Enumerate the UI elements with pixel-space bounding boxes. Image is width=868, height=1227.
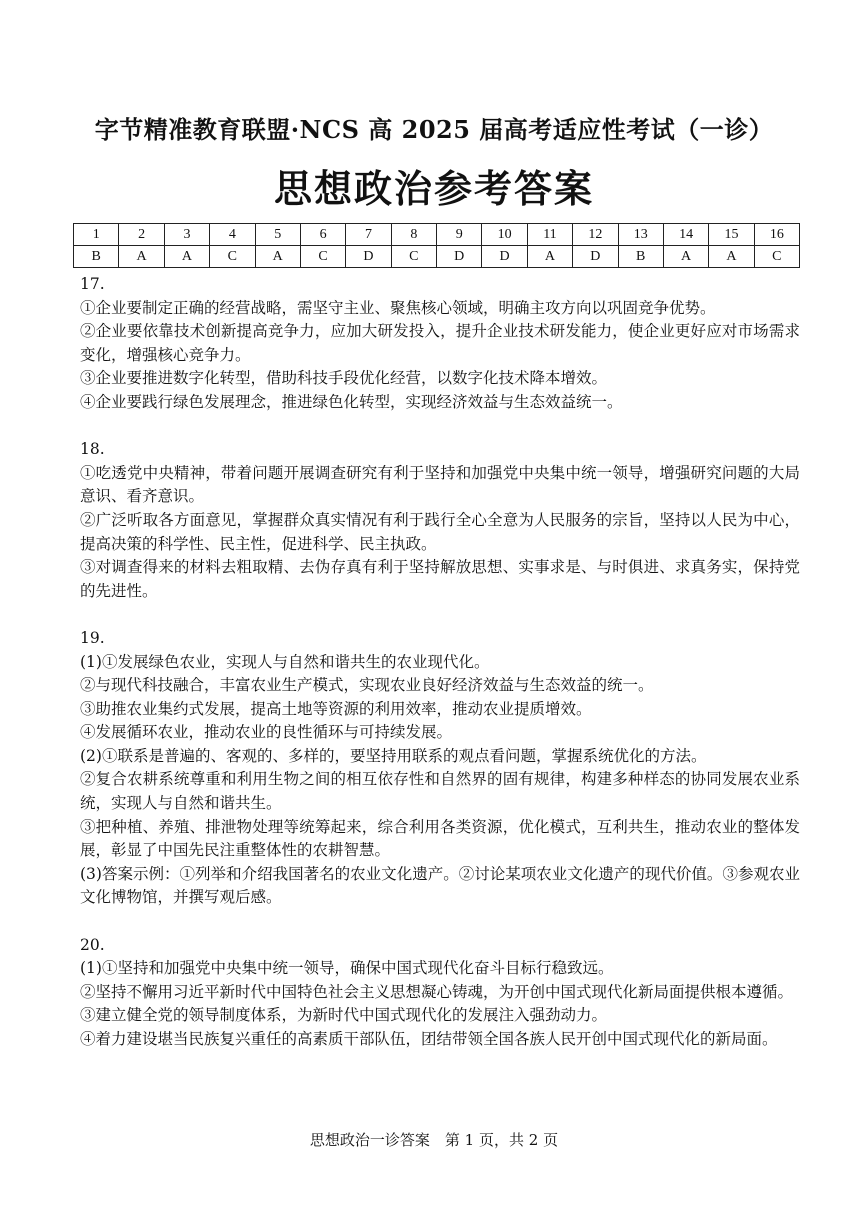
answer-point: (1)①坚持和加强党中央集中统一领导，确保中国式现代化奋斗目标行稳致远。 [80, 959, 614, 978]
answer-point: ②坚持不懈用习近平新时代中国特色社会主义思想凝心铸魂，为开创中国式现代化新局面提供根本遵循。 [80, 982, 794, 1001]
question-number-cell: 11 [527, 224, 572, 246]
answer-cell: C [210, 246, 255, 268]
question-number-cell: 1 [74, 224, 119, 246]
page-title: 思想政治参考答案 [273, 167, 594, 211]
question-number-cell: 4 [210, 224, 255, 246]
answer-point: ④企业要践行绿色发展理念，推进绿色化转型，实现经济效益与生态效益统一。 [80, 392, 623, 411]
answer-point: ②与现代科技融合，丰富农业生产模式，实现农业良好经济效益与生态效益的统一。 [80, 676, 654, 695]
answer-point: ④发展循环农业，推动农业的良性循环与可持续发展。 [80, 723, 453, 742]
answer-cell: C [300, 246, 345, 268]
question-section [80, 934, 800, 1052]
answer-cell: B [74, 246, 119, 268]
answer-point: ③对调查得来的材料去粗取精、去伪存真有利于坚持解放思想、实事求是、与时俱进、求真务实，保持党的先进性。 [80, 558, 800, 600]
answer-cell: D [573, 246, 618, 268]
answer-cell: B [618, 246, 663, 268]
answer-table-answer-row [74, 246, 800, 268]
answer-point: ③助推农业集约式发展，提高土地等资源的利用效率，推动农业提质增效。 [80, 699, 592, 718]
question-number-cell: 5 [255, 224, 300, 246]
question-section [80, 627, 800, 910]
answer-point: ①企业要制定正确的经营战略，需坚守主业、聚焦核心领域，明确主攻方向以巩固竞争优势。 [80, 298, 716, 317]
question-number-cell: 13 [618, 224, 663, 246]
answer-cell: A [527, 246, 572, 268]
question-number-cell: 16 [754, 224, 799, 246]
page-footer: 思想政治一诊答案 第 1 页，共 2 页 [309, 1131, 559, 1149]
question-number-cell: 15 [709, 224, 754, 246]
question-number: 20. [80, 935, 105, 954]
answer-point: (2)①联系是普遍的、客观的、多样的，要坚持用联系的观点看问题，掌握系统优化的方法。 [80, 746, 707, 765]
answer-cell: C [754, 246, 799, 268]
answer-cell: C [391, 246, 436, 268]
answer-cell: A [663, 246, 708, 268]
question-number-cell: 9 [437, 224, 482, 246]
answer-cell: A [255, 246, 300, 268]
answer-cell: D [346, 246, 391, 268]
answer-point: (3)答案示例：①列举和介绍我国著名的农业文化遗产。②讨论某项农业文化遗产的现代价值。③参观农业文化博物馆，并撰写观后感。 [80, 864, 800, 907]
exam-subtitle: 字节精准教育联盟·NCS 高 2025 届高考适应性考试（一诊） [94, 115, 774, 144]
question-section [80, 273, 800, 415]
question-number: 18. [80, 440, 105, 459]
question-number: 17. [80, 275, 105, 293]
answer-cell: A [709, 246, 754, 268]
answer-content [80, 273, 800, 1075]
answer-point: ③企业要推进数字化转型，借助科技手段优化经营，以数字化技术降本增效。 [80, 369, 608, 388]
answer-cell: D [437, 246, 482, 268]
question-number-cell: 10 [482, 224, 527, 246]
question-number-cell: 3 [164, 224, 209, 246]
answer-point: ①吃透党中央精神，带着问题开展调查研究有利于坚持和加强党中央集中统一领导，增强研究问题的大局意识、看齐意识。 [80, 463, 800, 506]
question-number-cell: 6 [300, 224, 345, 246]
answer-cell: A [164, 246, 209, 268]
question-section [80, 438, 800, 603]
answer-table-number-row [74, 224, 800, 246]
question-number: 19. [80, 628, 105, 647]
question-number-cell: 8 [391, 224, 436, 246]
answer-point: ③建立健全党的领导制度体系，为新时代中国式现代化的发展注入强劲动力。 [80, 1006, 608, 1025]
answer-cell: D [482, 246, 527, 268]
answer-point: ②企业要依靠技术创新提高竞争力，应加大研发投入，提升企业技术研发能力，使企业更好应对市场需求变化，增强核心竞争力。 [80, 322, 800, 364]
answer-point: ②广泛听取各方面意见，掌握群众真实情况有利于践行全心全意为人民服务的宗旨，坚持以人民为中心，提高决策的科学性、民主性，促进科学、民主执政。 [80, 510, 800, 553]
question-number-cell: 2 [119, 224, 164, 246]
answer-cell: A [119, 246, 164, 268]
answer-point: (1)①发展绿色农业，实现人与自然和谐共生的农业现代化。 [80, 652, 490, 671]
question-number-cell: 12 [573, 224, 618, 246]
question-number-cell: 7 [346, 224, 391, 246]
question-number-cell: 14 [663, 224, 708, 246]
answer-table [73, 223, 800, 268]
answer-point: ④着力建设堪当民族复兴重任的高素质干部队伍，团结带领全国各族人民开创中国式现代化的新局面。 [80, 1030, 778, 1048]
answer-point: ②复合农耕系统尊重和利用生物之间的相互依存性和自然界的固有规律，构建多种样态的协同发展农业系统，实现人与自然和谐共生。 [80, 770, 800, 813]
answer-point: ③把种植、养殖、排泄物处理等统筹起来，综合利用各类资源，优化模式，互利共生，推动农业的整体发展，彰显了中国先民注重整体性的农耕智慧。 [80, 817, 800, 860]
